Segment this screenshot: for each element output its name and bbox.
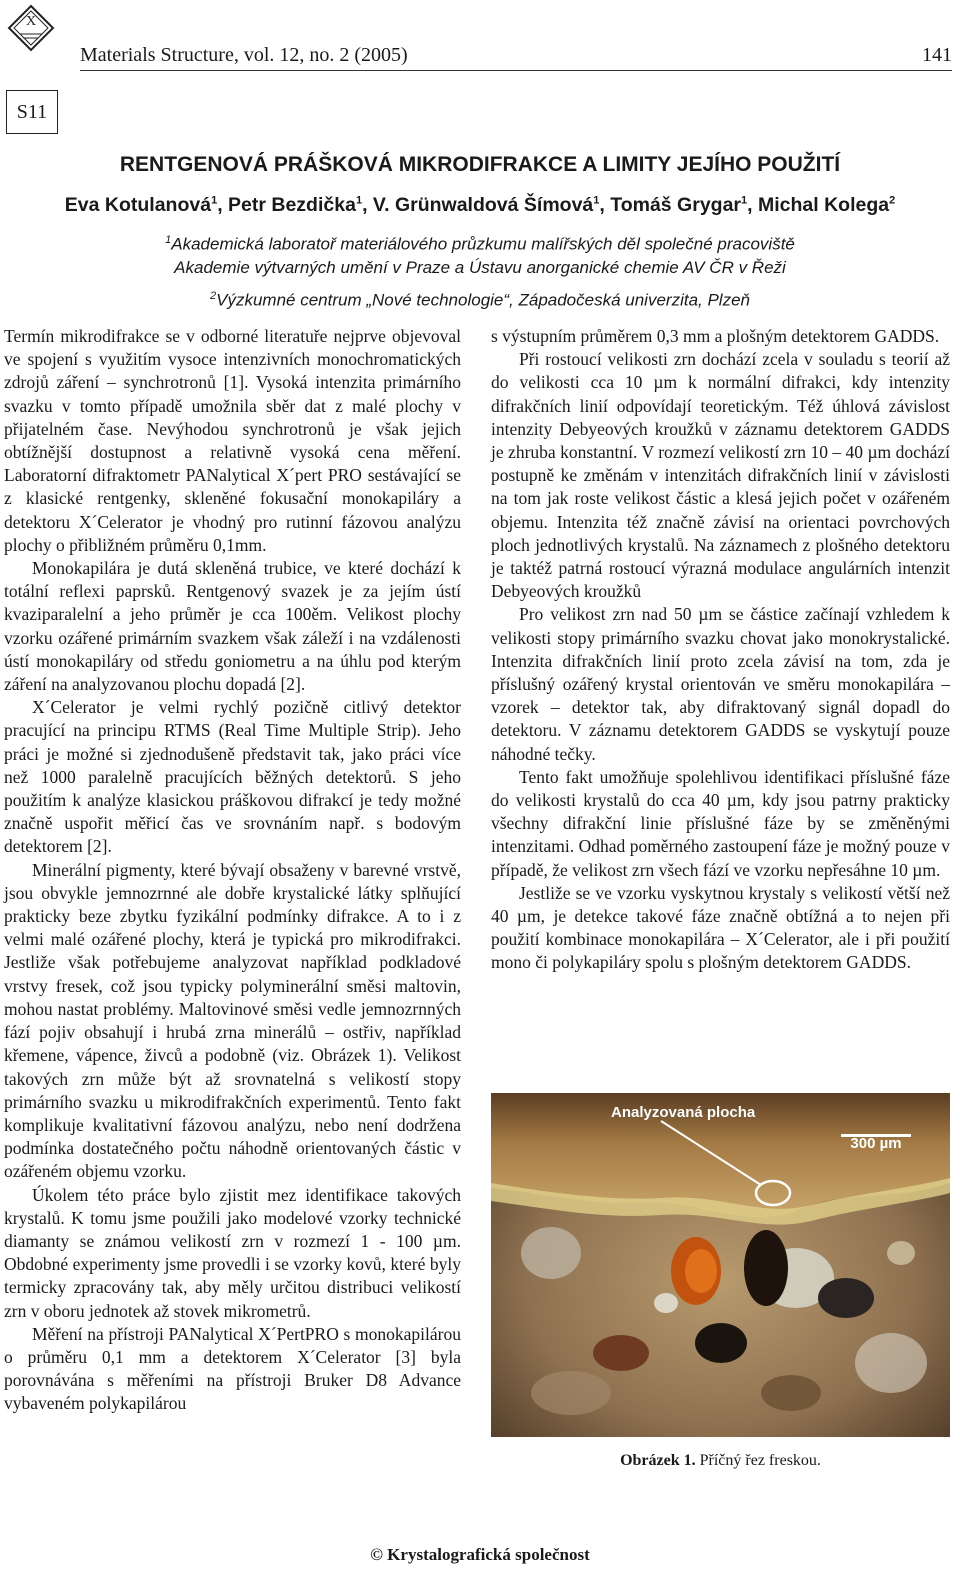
author-list: Eva Kotulanová$^1$, Petr Bezdička$^1$, V. Grünwaldová Šímová$^1$, Tomáš Grygar$^1$, Michal Kolega$^2$ bbox=[64, 194, 896, 216]
affiliation-1-line-1 bbox=[0, 234, 960, 255]
figure-fresco-cross-section bbox=[491, 1093, 950, 1437]
figure-caption bbox=[491, 1452, 950, 1470]
author-affil-sup: 1 bbox=[355, 194, 363, 207]
affiliation-text: Akademická laboratoř materiálového průzkumu malířských děl společné pracoviště bbox=[171, 234, 795, 254]
paragraph: Termín mikrodifrakce se v odborné literatuře nejprve objevoval ve spojení s využitím vysoce intenzivních monochromatických zdrojů záření – synchrotronů [1]. Vysoká intenzita primárního svazku v tomto případě umožnila sběr dat z malé plochy v přijatelném čase. Nevýhodou synchrotronů je však jejich obtížnější dostupnost a relativně vysoká cena měření. Laboratorní difraktometr PANalytical X´pert PRO sestávající se z klasické rentgenky, skleněné fokusační monokapiláry a detektoru X´Celerator je vhodný pro rutinní fázovou analýzu plochy o přibližném průměru 0,1mm. bbox=[4, 326, 461, 555]
journal-logo-icon bbox=[6, 4, 56, 54]
figure-label-area: Analyzovaná plocha bbox=[611, 1104, 756, 1121]
paragraph: Monokapilára je dutá skleněná trubice, ve které dochází k totální reflexi paprsků. Rentgenový svazek je za jejím ústí kvaziparalelní a jeho průměr je cca 100ěm. Velikost plochy vzorku ozářené primárním svazkem však záleží i na vzdálenosti ústí monokapiláry od středu goniometru a na úhlu pod kterým záření na analyzovanou plochu dopadá [2]. bbox=[4, 558, 461, 695]
author-affil-sup: 1 bbox=[211, 194, 218, 207]
figure-caption-text: Příčný řez freskou. bbox=[699, 1452, 821, 1469]
paragraph: Při rostoucí velikosti zrn dochází zcela v souladu s teorií až do velikosti cca 10 µm k normální difrakci, kdy intenzity difrakčních linií odpovídají teoretickým. Též úhlová závislost intenzity Debyeových kroužků v záznamu detektorem GADDS je zhruba konstantní. V rozmezí velikostí zrn 10 – 40 µm dochází postupně ke změnám v intenzitách difrakčních linií v závislosti na tom jak roste velikost částic a klesá jejich počet v ozářeném objemu. Intenzita též značně závisí na orientaci povrchových ploch jednotlivých krystalů. Na záznamech z plošného detektoru je taktéž patrná rostoucí výrazná modulace angulárních intenzit Debyeových kroužků bbox=[491, 349, 950, 602]
svg-text:X: X bbox=[25, 14, 37, 29]
affiliation-2 bbox=[0, 290, 960, 311]
paragraph: Minerální pigmenty, které bývají obsaženy v barevné vrstvě, jsou obvykle jemnozrnné ale dobře krystalické látky splňující prakticky beze zbytku fyzikální podmínky difrakce. A to i z velmi malé ozářené plochy, která je typická pro mikrodifrakci. Jestliže však potřebujeme analyzovat například podkladové vrstvy fresek, což jsou typicky polyminerální směsi maltovin, mohou nastat problémy. Maltovinové směsi vedle jemnozrnných fází pojiv obsahují i hrubá zrna minerálů – ostřiv, například křemene, vápence, živců a podobně (viz. Obrázek 1). Velikost takových zrn může být až srovnatelná s velikostí stopy primárního svazku u mikrodifrakčních experimentů. Tento fakt komplikuje kvalitativní fázovou analýzu, nebo není dodržena podmínka dostatečného počtu náhodně orientovaných částic v ozářeném objemu vzorku. bbox=[4, 859, 461, 1182]
author-name: V. Grünwaldová Šímová bbox=[372, 194, 594, 216]
author-name: Petr Bezdička bbox=[228, 194, 356, 216]
paragraph: s výstupním průměrem 0,3 mm a plošným detektorem GADDS. bbox=[491, 326, 940, 346]
author-affil-sup: 1 bbox=[741, 194, 748, 207]
journal-citation: Materials Structure, vol. 12, no. 2 (2005) bbox=[80, 44, 408, 66]
author-name: Michal Kolega bbox=[757, 194, 890, 216]
paragraph: Pro velikost zrn nad 50 µm se částice začínají vzhledem k velikosti stopy primárního svazku chovat jako monokrystalické. Intenzita difrakčních linií proto zcela závisí na tom, zda je příslušný ozářený krystal orientován ve směru monokapilára – vzorek – detektor tak, aby difraktovaný signál dopadl do detektoru. V záznamu detektorem GADDS se vyskytují pouze náhodné tečky. bbox=[491, 604, 950, 764]
author-name: Eva Kotulanová bbox=[64, 194, 212, 216]
author-affil-sup: 1 bbox=[593, 194, 600, 207]
section-code: S11 bbox=[16, 100, 48, 123]
body-column-right bbox=[491, 325, 950, 975]
header-rule bbox=[80, 70, 952, 71]
paragraph: Měření na přístroji PANalytical X´PertPRO s monokapilárou o průměru 0,1 mm a detektorem X´Celerator [3] byla porovnávána s měřeními na přístroji Bruker D8 Advance vybaveném polykapilárou bbox=[4, 1323, 461, 1414]
paragraph: Úkolem této práce bylo zjistit mez identifikace takových krystalů. K tomu jsme použili jako modelové vzorky technické diamanty se známou velikostí zrn v rozmezí 1 - 100 µm. Obdobné experimenty jsme provedli i se vzorky kovů, které byly termicky zpracovány tak, aby měly určitou distribuci velikostí zrn v oboru jednotek až stovek mikrometrů. bbox=[4, 1184, 461, 1321]
section-code-box bbox=[6, 90, 58, 134]
figure-caption-label: Obrázek 1. bbox=[620, 1452, 696, 1469]
author-affil-sup: 2 bbox=[889, 194, 896, 207]
affiliation-text: Výzkumné centrum „Nové technologie“, Západočeská univerzita, Plzeň bbox=[216, 290, 750, 310]
author-name: Tomáš Grygar bbox=[610, 194, 742, 216]
article-title: RENTGENOVÁ PRÁŠKOVÁ MIKRODIFRAKCE A LIMITY JEJÍHO POUŽITÍ bbox=[119, 153, 841, 176]
figure-scale-bar: 300 µm bbox=[850, 1135, 902, 1152]
body-column-left bbox=[4, 325, 461, 1416]
page-number: 141 bbox=[922, 44, 952, 66]
paragraph: X´Celerator je velmi rychlý pozičně citlivý detektor pracující na principu RTMS (Real Time Multiple Strip). Jeho práci je možné si zjednodušeně představit tak, jako práci více než 1000 paralelně pracujících běžných detektorů. S jeho použitím k analýze klasickou práškovou difrakcí je tedy možné značně uspořit měřicí čas ve srovnáním např. s bodovým detektorem [2]. bbox=[4, 697, 461, 857]
paragraph: Jestliže se ve vzorku vyskytnou krystaly s velikostí větší než 40 µm, je detekce takové fáze značně obtížná a to nejen při použití kombinace monokapilára – X´Celerator, ale i při použití mono či polykapiláry spolu s plošným detektorem GADDS. bbox=[491, 882, 950, 973]
affiliation-1-line-2: Akademie výtvarných umění v Praze a Ústavu anorganické chemie AV ČR v Řeži bbox=[174, 258, 786, 277]
paragraph: Tento fakt umožňuje spolehlivou identifikaci příslušné fáze do velikosti krystalů do cca 40 µm, kdy jsou patrny prakticky všechny difrakční linie příslušné fáze by se změněnými intenzitami. Odhad poměrného zastoupení fáze je možný pouze v případě, že velikost zrn všech fází ve vzorku nepřesáhne 10 µm. bbox=[491, 766, 950, 880]
affiliation-sup: 1 bbox=[165, 234, 172, 246]
affiliation-sup: 2 bbox=[210, 290, 217, 302]
footer-copyright: © Krystalografická společnost bbox=[370, 1545, 590, 1564]
